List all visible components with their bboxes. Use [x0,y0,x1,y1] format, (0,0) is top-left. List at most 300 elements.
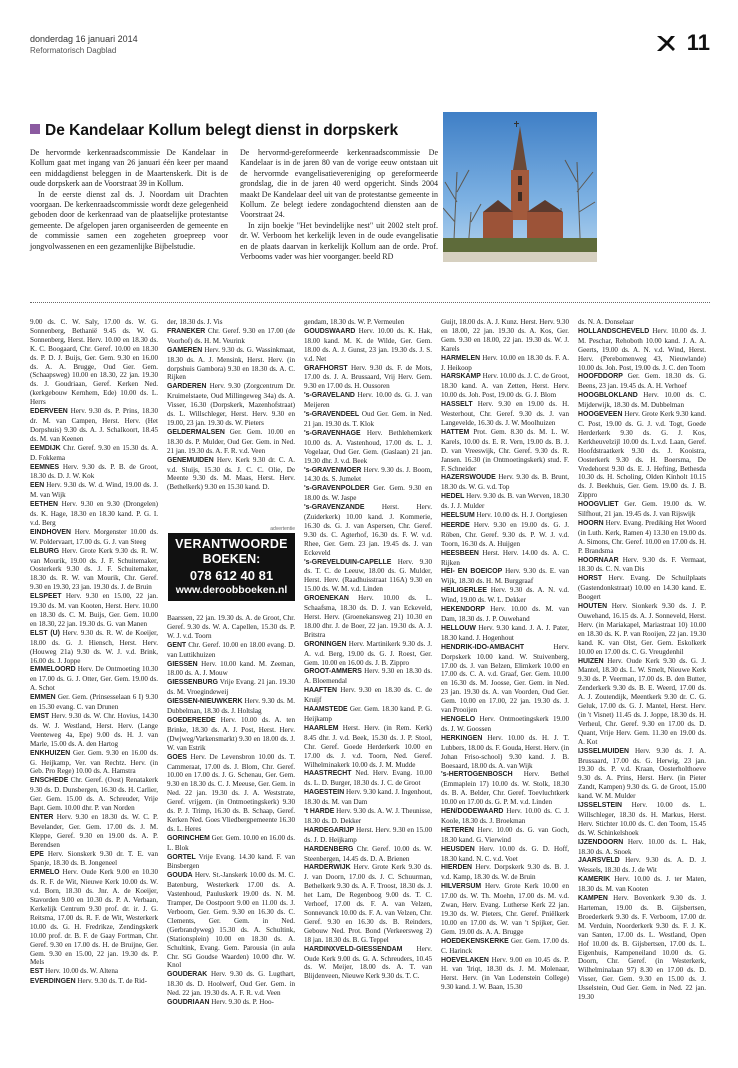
place-name: 's-GRAVENPOLDER [304,485,370,493]
service-times: Chr. Geref. (Oost) Renatakerk 9.30 ds. D. Dunsbergen, 16.30 ds. H. Carlier, Ger. Gem. 15.00 ds. A. Schreuder, Vrije Bapt. Gem. 10.00 dhr. P. van Norden [30,776,158,813]
service-times: Herv. 9.30 ds. W. d. Wind, 19.00 ds. J. M. van Wijk [30,481,158,500]
place-name: HARDENBERG [304,845,354,853]
service-times: Guijt, 18.00 ds. A. J. Kunz. Herst. Herv. 9.30 en 18.00, 22 jan. 19.30 ds. A. Kos, Ger. Gem. 9.30 en 18.00, 22 jan. 19.30 ds. W. J. Karels [441,318,569,353]
service-times: Herv. 9.30 ds. A. D. J. Wessels, 18.30 ds. J. de Wit [578,856,706,875]
place-name: HORST [578,575,603,583]
church-listing-entry [167,382,295,428]
church-listing-entry [304,429,432,466]
service-times: Herv. 9.30 ds. W. Chr. Hovius, 14.30 ds. W. J. Westland, Herst. Herv. (Lange Veenteweg 4a, Epe) 9.00 ds. H. J. van Marle, 15.00 ds. A. den Hartog [30,711,158,748]
place-name: HASSELT [441,401,473,409]
service-times: Herv. 10.00 ds. K. Hak, 18.00 kand. M. K. de Wilde, Ger. Gem. 18.00 ds. A. J. Gunst, 23 jan. 19.30 ds. J. S. v.d. Net [304,326,432,363]
church-listing-entry [30,967,158,977]
place-name: 's-GRAVENMOER [304,466,362,474]
church-listing-entry [578,747,706,801]
service-times: Herv. 10.00 ds. M. van Dam, 18.30 ds. J. P. Ouwehand [441,605,569,623]
place-name: EINDHOVEN [30,528,71,536]
service-times: Herv. 9.30 ds. B. van Werven, 18.30 ds. J. J. Mulder [441,492,569,511]
church-listing-entry [304,686,432,705]
place-name: IJSSELSTEIN [578,802,623,810]
place-name: GRONINGEN [304,640,347,648]
church-listing-entry [30,665,158,693]
place-name: HOORN [578,519,604,527]
service-times: Herv. 9.30 ds. B. Brunt, 18.30 ds. W. G. v.d. Top [441,473,569,492]
church-listing-entry [578,410,706,500]
church-listing-entry [167,871,295,970]
place-name: EEN [30,482,45,490]
service-times: Herst. Herv. (Zuiderkerk) 10.00 kand. J. Kommerie, 16.30 ds. G. J. van Aspersen, Chr. Geref. 9.30 ds. C. Agterhof, 16.30 ds. F. W. v.d. Rhee, Ger. Gem. 23 jan. 19.45 ds. J. van Eckeveld [304,503,432,557]
newspaper-name: Reformatorisch Dagblad [30,46,117,55]
place-name: GIESSEN-NIEUWKERK [167,698,243,706]
service-times: Herv. Kerk 9.30 dr. C. A. v.d. Sluijs, 15.30 ds. J. C. C. Olie, De Meente 9.30 ds. M. Maas, Herst. Herv. (Bethelkerk) 9.30 en 15.30 kand. D. [167,455,295,492]
advertisement-label: advertentie [270,526,295,532]
place-name: GORINCHEM [167,834,210,842]
church-listing-entry [304,391,432,410]
service-times: der, 18.30 ds. J. Vis [167,318,223,326]
service-times: Chr. Geref. 9.30 en 17.00 (de Voorhof) ds. H. M. Veurink [167,326,295,345]
service-times: Herv. Martinikerk 9.30 ds. J. A. v.d. Berg, 19.00 ds. G. J. Roest, Ger. Gem. 10.00 en 16.00 ds. J. B. Zippro [304,639,432,667]
service-times: Herv. St.-Janskerk 10.00 ds. M. C. Batenburg, Westerkerk 17.00 ds. A. Vastenhoud, Pauluskerk 19.00 ds. N. M. Tramper, De Oostpoort 9.00 en 11.00 ds. J. Verboom, Ger. Gem. 9.30 en 16.30 ds. C. Clements, Ger. Gem. in Ned. (Gerbrandyweg) 15.30 ds. A. Schultink, (Stationsplein) 10.00 en 18.30 ds. A. Schultink, Evang. Gem. Parousia (in aula Chr. SG Goudse Waarden) 10.00 dhr. W. Knol [167,871,295,970]
place-name: HOOGVLIET [578,501,619,509]
listing-column-2b [167,614,295,1008]
service-times: gendam, 18.30 ds. W. P. Vermeulen [304,318,405,326]
service-times: Herv. Grote Kerk 9.30 ds. R. W. van Mourik, 19.00 ds. J. F. Schuitemaker, Oosterkerk 9.30 ds. J. F. Schuitemaker, 18.30 ds. R. W. van Mourik, Chr. Geref. 9.30 en 19.30, 23 jan. 19.30 ds. J. de Bruin [30,546,158,592]
place-name: HOOGEVEEN [578,411,623,419]
service-times: Herv. 9.30 ds. P. B. de Groot, 18.30 ds. D. J. W. Kok [30,462,158,481]
church-listing-entry [167,428,295,456]
church-listing-entry [441,937,569,956]
church-listing-entry [441,734,569,771]
place-name: HAZERSWOUDE [441,474,496,482]
article-column-2 [240,148,438,262]
service-times: Herv. 10.00 kand. M. Zeeman, 18.00 ds. A. J. Mouw [167,659,295,678]
place-name: ENSCHEDE [30,777,69,785]
church-listing-entry [30,528,158,547]
church-listing-entry [30,444,158,463]
church-listing-entry [441,845,569,864]
service-times: Herv. 9.30 (Zorgcentrum Dr. Kruimelstaete, Oud Millingeweg 34a) ds. A. Visser, 16.30 (Dorpskerk, Mazenhofstraat) ds. L. Willschleger, Herst. Herv. 9.30 en 19.00, 23 jan. 19.30 ds. W. Pieters [167,382,295,427]
service-times: Herv. 10.00 ds. J. M. Peschar, Rehoboth 10.00 kand. J. A. A. Geerts, 19.00 ds. A. N. v.d. Wind, Herst. Herv. (Perebomenweg 43, Nieuwlande) 10.00 ds. Joh. Post, 19.00 ds. J. C. den Toom [578,326,706,372]
church-listing-entry [30,977,158,987]
church-listing-entry [578,894,706,1002]
service-times: Herv. 9.30 en 18.30 ds. A. Bloemendal [304,667,432,686]
church-listing-entry [304,484,432,503]
church-listing-entry [167,678,295,697]
place-name: GOUDSWAARD [304,327,356,335]
place-name: HARMELEN [441,354,481,362]
church-listing-entry [578,856,706,875]
service-times: Herv. Bethlehemkerk 10.00 ds. A. Vastenhoud, 17.00 ds. L. J. Vogelaar, Oud Ger. Gem. (Gaslaan) 21 jan. 19.30 dhr. J. v.d. Beek [304,428,432,465]
place-name: HEI- EN BOEICOP [441,568,503,576]
church-listing-entry [167,716,295,753]
place-name: GROOT-AMMERS [304,668,362,676]
place-name: HOLLANDSCHEVELD [578,327,650,335]
church-listing-entry [441,567,569,586]
place-name: HATTEM [441,428,470,436]
place-name: ENTER [30,813,54,821]
place-name: HARDINXVELD-GIESSENDAM [304,945,403,953]
place-name: ELST (U) [30,629,60,637]
service-times: Vrije Evang. 21 jan. 19.30 ds. M. Vroegindeweij [167,678,295,697]
church-listing-entry [578,327,706,373]
place-name: HEELSUM [441,512,475,520]
church-listing-entry [441,428,569,474]
place-name: 's-GRAVENHAGE [304,429,361,437]
place-name: EEMNES [30,463,60,471]
place-name: HOEVELAKEN [441,956,489,964]
church-listing-entry [304,788,432,807]
service-times: Herv. 9.30 ds. G. Wassinkmaat, 18.30 ds. A. J. Mensink, Herst. Herv. (in dorpshuis Gambora) 9.30 en 18.30 ds. A. C. Rijken [167,345,295,382]
service-times: Herv. Morgenster 10.00 ds. W. Poldervaart, 17.00 ds. G. J. van Steeg [30,527,158,546]
church-listing-entry [30,463,158,482]
article-paragraph: In de eerste dienst zal ds. J. Noordam uit Drachten voorgaan. De kerkenraadscommissie wordt deze gelegenheid geboden door de kerkenraad van de plaatselijke protestantse gemeente. De afgelopen jaren organiseerden de gemeente en de commissie samen een zogeheten groepreep voor jongvolwassenen en een gezamenlijke Bijbelstudie. [30,189,228,251]
church-listing-entry [441,492,569,511]
church-listing-entry [441,643,569,715]
church-listing-entry [304,503,432,557]
place-name: HEILIGERLEE [441,587,487,595]
place-name: 's-GRAVENZANDE [304,504,365,512]
place-name: IJZENDOORN [578,838,624,846]
church-listing-entry [304,863,432,944]
service-times: Herv. Sionkerk 9.30 ds. J. P. Ouwehand, 16.15 ds. A. J. Sonneveld, Herst. Herv. (in Mariakapel, Mariastraat 10) 10.00 en 18.30 ds. K. P. van Rooijen, 22 jan. 19.30 kand. K. van Olst, Ger. Gem. Eskolkerk 10.00 en 17.00 ds. C. G. Vreugdenhil [578,602,706,656]
church-listing-entry [578,318,706,327]
place-name: HAAMSTEDE [304,706,348,714]
service-times: Herv. Oude Kerk 9.00 en 10.30 ds. R. F. de Wit, Nieuwe Kerk 10.00 ds. W. v.d. Born, 18.30 ds. Jnr. A. de Koeijer, Stavorden 9.00 en 10.30 ds. P. A. Verbaan, Kerkelijk Centrum 9.30 prof. dr. ir. J. G. Reitsma, 17.00 ds. R. F. de Wit, Westerkerk 10.00 ds. G. H. Fredrikze, Zendingskerk 10.00 prof. dr. B. F. de Gaay Fortman, Chr. Geref. 9.30 en 17.00 ds. H. de Bruijne, Ger. Gem. 9.30 en 15.00, 22 jan. 19.30 ds. P. Mels [30,868,158,967]
church-listing-entry [167,318,295,327]
church-listing-entry [441,956,569,993]
church-photo [443,112,597,262]
service-times: Herv. Evang. Prediking Het Woord (in Luth. Kerk, Ramen 4) 13.30 en 19.00 ds. A. Simons, Chr. Geref. 10.00 en 17.00 ds. H. P. Brandsma [578,518,706,555]
place-name: 's-GRAVENDEEL [304,411,360,419]
church-listing-entry [578,838,706,857]
place-name: HAASTRECHT [304,770,352,778]
service-times: Herst. Herv. 9.30 en 15.00 ds. J. D. Heijkamp [304,825,432,844]
ad-line-2: BOEKEN: [202,552,261,566]
church-listing-entry [578,801,706,838]
service-times: Herv. 9.30 ds. R. W. de Koeijer, 18.00 ds. G. J. Hiensch, Herst. Herv. (Houweg 21a) 9.30 ds. W. J. v.d. Brink, 16.00 ds. J. Joppe [30,628,158,665]
church-listing-entry [304,667,432,686]
church-listing-entry [30,813,158,850]
church-listing-entry [30,481,158,500]
church-listing-entry [167,697,295,716]
service-times: Herv. Sionskerk 9.30 dr. T. E. van Spanje, 18.30 ds. B. Jongeneel [30,849,158,868]
place-name: IJSSELMUIDEN [578,747,629,755]
church-listing-entry [304,845,432,864]
service-times: Herv. 10.00 ds. L. Schaafsma, 18.30 ds. D. J. van Eckeveld, Herst. Herv. (Groenekansweg 21) 10.30 en 18.00 dhr. J. de Boer, 22 jan. 19.30 ds. A. J. Britstra [304,594,432,639]
church-listing-entry [441,605,569,624]
place-name: GIESSEN [167,660,198,668]
church-listing-entry [304,640,432,668]
service-times: Herv. Bovenkerk 9.30 ds. J. Harteman, 19.00 ds. B. Gijsbertsen, Broederkerk 9.30 ds. F. Verboom, 17.00 dr. M. Verduin, Noorderkerk 9.30 ds. F. J. K. van Santen, 17.00 ds. L. Westland, Open Hof 10.00 ds. B. Gijsbertsen, 17.00 ds. L. Eigenhuis, Kampeneiland 10.00 ds. G. Doorn, Chr. Geref. (in Westerkerk, Wilhelminalaan 97) 8.30 en 17.00 ds. D. Visser, Ger. Gem. 9.30 en 15.00 ds. J. IJsselstein, Oud Ger. Gem. in Ned. 22 jan. 19.30 [578,894,706,1002]
place-name: HILVERSUM [441,883,482,891]
place-name: EETHEN [30,501,58,509]
place-name: GAMEREN [167,346,203,354]
church-listing-entry [30,850,158,869]
place-name: GROENEKAN [304,595,349,603]
advertisement [168,526,295,601]
church-listing-entry [30,868,158,967]
place-name: HAAFTEN [304,687,337,695]
service-times: Herv. 9.30 en 9.30 (Drongelen) ds. K. Hage, 18.30 en 18.30 kand. P. G. I. v.d. Berg [30,500,158,527]
article-paragraph: In zijn boekje "Het bevindelijke nest" uit 2002 stelt prof. dr. W. Verboom het kerkelijk leven in de oude evangelisatie en de plaats daarvan in kerkelijk Kollum aan de orde. Prof. Verbooms vader was hier voorganger. beeld RD [240,220,438,262]
church-listing-entry [304,724,432,770]
issue-date: donderdag 16 januari 2014 [30,34,138,44]
place-name: GOUDA [167,872,193,880]
service-times: Herv. 10.00 ds. G. van Goch, 18.30 kand. G. Vierwind [441,825,569,844]
place-name: HOOGBLOKLAND [578,392,638,400]
service-times: Ger. Gem. 10.00 en 18.30 ds. P. Mulder, Oud Ger. Gem. in Ned. 21 jan. 19.30 ds. A. F. R. v.d. Veen [167,427,295,455]
service-times: Herv. 9.30 ds. F. Vermaat, 18.30 ds. C. N. van Dis [578,555,706,574]
church-listing-entry [441,715,569,734]
place-name: 's-GRAVELAND [304,392,355,400]
place-name: EMST [30,712,50,720]
service-times: Herv. 9.30 ds. J. A. Brussaard, 17.00 ds. G. Herwig, 23 jan. 19.30 ds. P. v.d. Kraan, Oosterholthoeve 9.30 ds. A. Prins, Herst. Herv. (in Pieter Zandt, Kampen) 9.30 ds. G. de Groot, 15.00 kand. W. M. Mulder [578,746,706,801]
place-name: GORTEL [167,853,196,861]
church-listing-entry [30,407,158,444]
church-listing-entry [30,693,158,712]
advertisement-box[interactable] [168,533,295,601]
service-times: Herv. 9.30 ds. P. Hoo- [209,998,274,1007]
service-times: 9.00 ds. C. W. Saly, 17.00 ds. W. G. Sonnenberg, Bethanië 9.45 ds. W. G. Sonnenberg, Herst. Herv. 10.00 en 18.30 ds. K. C. Boogaard, Chr. Geref. 10.00 en 18.30 ds. P. D. J. Buijs, Ger. Gem. 9.30 en 16.00 ds. A. A. Brugge, Oud Ger. Gem. (Schaapsweg) 10.00 en 18.30, 22 jan. 19.30 ds. J. Goudriaan, Geref. Kerken Ned. (kerkgebouw Kernhem, Ede) 10.00 ds. L. Herrs [30,318,158,407]
ad-line-1: VERANTWOORDE [175,537,288,551]
church-listing-entry [304,826,432,845]
place-name: EDERVEEN [30,408,68,416]
church-listing-entry [441,624,569,643]
place-name: GOEDEREEDE [167,716,216,724]
service-times: Herv. De Levensbron 10.00 ds. T. Cammeraat, 17.00 ds. J. Blom, Chr. Geref. 10.00 en 17.00 ds. J. G. Schenau, Ger. Gem. 9.30 en 18.30 ds. C. J. Meeuse, Ger. Gem. in Ned. 22 jan. 19.30 ds. J. A. Weststrate, Geref. vrijgem. (in Ontmoetingskerk) 9.30 ds. P. J. Trimp, 16.30 ds. B. Schaap, Geref. Kerken Ned. Goes Vliedbergpemeente 16.30 ds. L. Heres [167,752,295,833]
place-name: ELBURG [30,547,60,555]
service-times: Herv. De Ontmoeting 10.30 en 17.00 ds. G. J. Otter, Ger. Gem. 19.00 ds. A. Schot [30,665,158,693]
church-listing-entry [167,753,295,834]
service-times: Herv. 10.00 en 18.30 ds. F. A. J. Heikoop [441,353,569,372]
place-name: HOUTEN [578,603,608,611]
place-name: EMMEN [30,694,56,702]
service-times: Herv. Grote Kerk 9.30 kand. C. Post, 19.00 ds. G. J. v.d. Togt, Goede Herderkerk 9.30 ds. G. J. Kos, Kerkheuvelzijl 10.00 ds. L.v.d. Laan, Geref. Hoofdstraatkerk 9.30 ds. J. Kooistra, Oosterkerk 9.30 ds. H. Boersma, De Vredehorst 9.30 ds. E. J. Hefting, Bethesda 10.30 ds. H. Scholing, Olden Kinholt 10.15 ds. J. Beekhuis, Ger. Gem. 19.00 ds. J. B. Zippro [578,410,706,500]
listing-column-2 [167,318,295,492]
place-name: FRANEKER [167,327,206,335]
service-times: Herv. 9.30 ds. P. Prins, 18.30 dr. M. van Campen, Herst. Herv. (Het Dorpshuis) 9.30 ds. A. J. Schalkoort, 18.45 ds. M. van Keenen [30,407,158,443]
place-name: HELLOUW [441,624,476,632]
headline-marker-icon [30,124,40,134]
service-times: Herv. 9.30 kand. J. A. J. Pater, 18.30 kand. J. Hogenhout [441,623,569,642]
place-name: HOEDEKENSKERKE [441,937,509,945]
service-times: Herv. Ontmoetingskerk 19.00 ds. J. W. Goossen [441,714,569,733]
service-times: Herst. Herv. (in Rem. Kerk) 8.45 dhr. J. v.d. Beek, 15.30 ds. J. P. Stool, Chr. Geref. Goede Herderkerk 10.00 en 17.00 ds. J. v.d. Toorn, Ned. Geref. Wilhelminakerk 10.00 ds. J. M. Mudde [304,723,432,769]
ad-website: www.deroobboeken.nl [175,584,288,596]
service-times: Herv. 9.30 kand. J. Ingenhout, 18.30 ds. M. van Dam [304,788,432,807]
service-times: Oud Ger. Gem. in Ned. 21 jan. 19.30 ds. T. Klok [304,410,432,428]
article-headline [30,122,398,140]
service-times: Herv. 9.30 ds. T. C. de Leeuw, 18.00 ds. G. Mulder, Herst. Herv. (Raadhuisstraat 116A) 9.30 en 15.00 ds. W. M. v.d. Linden [304,557,432,594]
church-listing-entry [167,614,295,641]
service-times: Herv. 9.30 en 19.00 ds. H. Westerhout, Chr. Geref. 9.30 ds. J. van Langevelde, 16.30 ds. J. W. Moolhuizen [441,400,569,427]
church-listing-entry [167,834,295,853]
church-listing-entry [304,364,432,392]
place-name: HETEREN [441,826,474,834]
service-times: Herv. 9.30 ds. M. Dubbelman, 18.30 ds. J. Holtslag [167,697,295,716]
service-times: Baarssen, 22 jan. 19.30 ds. A. de Groot, Chr. Geref. 9.30 ds. W. A. Capellen, 15.30 ds. P. W. J. v.d. Toorn [167,614,295,640]
service-times: Herv. 10.00 ds. G. J. van Meijeren [304,391,432,410]
place-name: HEDEL [441,493,465,501]
service-times: Herv. Bethel (Emmaplein 17) 10.00 ds. W. Stolk, 18.30 ds. B. A. Belder, Chr. Geref. Toevluchtkerk 10.00 en 17.00 ds. G. P. M. v.d. Linden [441,770,569,807]
church-listing-entry [30,629,158,666]
service-times: Herv. 10.00 ds. W. Altena [43,967,119,976]
place-name: EEMDIJK [30,444,61,452]
service-times: Prot. Gem. 8.30 ds. M. L. W. Karels, 10.00 ds. E. R. Vern, 19.00 ds. B. J. D. van Vreeswijk, Chr. Geref. 9.30 ds. R. Jansen. 16.30 (in Ontmoetingskerk) stud. F. F. Schneider [441,427,569,473]
church-listing-entry [441,586,569,605]
place-name: HIERDEN [441,864,473,872]
service-times: Ned. Herv. Evang. 10.00 ds. L. D. Burger, 18.30 ds. J. C. de Groot [304,769,432,788]
listing-column-1 [30,318,158,987]
church-listing-entry [304,327,432,364]
place-name: HOOFDDORP [578,373,623,381]
church-listing-entry [30,712,158,749]
place-name: HEN/DODEWAARD [441,808,504,816]
church-listing-entry [167,998,295,1008]
church-listing-entry [578,556,706,575]
place-name: GOES [167,753,187,761]
church-listing-entry [441,473,569,492]
place-name: GIESSENBURG [167,679,218,687]
place-name: HAARLEM [304,724,339,732]
service-times: Chr. Geref. 10.00 ds. W. Steenbergen, 14.45 ds. D. A. Brienen [304,844,432,863]
church-listing-entry [167,327,295,346]
service-times: Vrije Evang. 14.30 kand. F. van Binsbergen [167,852,295,871]
church-listing-entry [304,318,432,327]
service-times: Herv. 9.00 en 10.45 ds. P. H. van 'Iriqt, 18.30 ds. J. M. Molenaar, Herst. Herv. (in Van Lodenstein College) 9.30 kand. J. W. Baan, 15.30 [441,955,569,992]
place-name: EVERDINGEN [30,978,76,986]
church-listing-entry [578,519,706,556]
service-times: Ger. Gem. 18.30 kand. P. G. Heijkamp [304,705,432,723]
place-name: HEERDE [441,521,470,529]
service-times: Herv. 9.30 ds. G. Lugthart, 18.30 ds. D. Hoolwerf, Oud Ger. Gem. in Ned. 22 jan. 19.30 ds. A. F. R. v.d. Veen [167,970,295,998]
service-times: Herv. 9.30 ds. J. Boom, 14.30 ds. S. Jumelet [304,465,432,484]
place-name: HEKENDORP [441,606,486,614]
service-times: Herv. Evang. De Schuilplaats (Gastendonkstraat) 10.00 en 14.30 kand. E. Boogert [578,574,706,602]
service-times: Herv. 10.00 ds. H. J. Oortgiesen [474,511,568,520]
service-times: Ger. Gem. 17.00 ds. C. Harinck [441,936,569,955]
place-name: KAMPEN [578,895,608,903]
service-times: Ger. Gem. (Prinsesselaan 6 I) 9.30 en 15.30 evang. C. van Drunen [30,693,158,712]
place-name: GRAFHORST [304,364,348,372]
place-name: GARDEREN [167,383,207,391]
ad-phone: 078 612 40 81 [189,568,274,583]
article-paragraph: De hervormde kerkenraadscommissie De Kandelaar in Kollum gaat met ingang van 26 januari één keer per maand een middagdienst beleggen in de Maartenskerk. Dit is de oude dorpskerk aan de Voorstraat 39 in Kollum. [30,148,228,189]
place-name: ELSPEET [30,593,62,601]
church-listing-entry [167,853,295,872]
church-listing-entry [578,372,706,391]
church-listing-entry [441,372,569,400]
place-name: GOUDERAK [167,971,208,979]
place-name: JAARSVELD [578,857,620,865]
service-times: Herv. 10.00 ds. G. D. Hoff, 18.30 kand. N. C. v.d. Voet [441,844,569,863]
place-name: ERMELO [30,869,60,877]
church-listing-entry [30,776,158,813]
service-times: Ger. Gem. 9.30 en 18.00 ds. W. Jaspe [304,484,432,503]
service-times: Herv. 10.00 ds. L. Willschleger, 18.30 ds. H. Markus, Herst. Herv. Stichter 10.00 ds. C. den Toom, 15.45 ds. W. Schinkelshoek [578,801,706,837]
place-name: HENDRIK-IDO-AMBACHT [441,643,525,651]
masthead [30,32,710,68]
church-listing-entry [304,558,432,595]
article-column-1 [30,148,228,252]
church-listing-entry [441,882,569,936]
service-times: Herv. Grote Kerk 10.00 en 17.00 ds. W. Th. Moehn, 17.00 ds. M. v.d. Zwan, Herv. Evang. Lutherse Kerk 22 jan. 19.30 ds. W. Pieters, Chr. Geref. Pniëlkerk 10.00 en 17.00 ds. W. van 't Spijker, Ger. Gem. 19.00 ds. A. A. Brugge [441,882,569,936]
church-listing-entry [441,400,569,428]
service-times: Herv. 10.00 ds. A. ten Brinke, 18.30 ds. A. J. Post, Herst. Herv. (Dwjweg/Varkensmarkt) 9.30 en 18.00 ds. J. W. van Estrik [167,715,295,752]
church-listing-entry [30,318,158,407]
church-listing-entry [167,346,295,383]
service-times: Herv. 10.00 ds. J. ter Maten, 18.30 ds. M. van Kooten [578,875,706,894]
service-times: Ger. Gem. 10.00 en 16.00 ds. L. Blok [167,833,295,852]
service-times: Herv. 10.00 ds. C. J. Koole, 18.30 ds. J. Broekman [441,807,569,825]
newspaper-logo-icon [654,32,676,54]
listing-column-3 [304,318,432,981]
church-listing-entry [441,354,569,373]
church-listing-entry [441,521,569,549]
church-listing-entry [441,549,569,568]
church-listing-entry [441,807,569,826]
service-times: Herv. 9.30 ds. E. van Wijk, 18.30 ds. H. M. Burggraaf [441,567,569,586]
place-name: ENKHUIZEN [30,749,71,757]
service-times: Herv. 9.30 ds. A. N. v.d. Wind, 19.00 ds. W. L. Dekker [441,586,569,605]
listing-column-4 [441,318,569,992]
listing-column-5 [578,318,706,1002]
church-listing-entry [167,641,295,660]
service-times: Herv. 10.00 ds. J. C. de Groot, 18.30 kand. A. van Zetten, Herst. Herv. 10.00 ds. Joh. Post, 19.00 ds. G. J. Blom [441,372,569,400]
service-times: Herv. 9.30 en 18.30 ds. C. de Kruijf [304,686,432,705]
service-times: Herv. Oude Kerk 9.30 ds. G. J. Mantel, 18.30 ds. L. W. Smelt, Nieuwe Kerk 9.30 ds. P. Veerman, 17.00 ds. B. den Butter, Zenderkerk 9.30 ds. B. E. Weerd, 17.00 ds. A. J. Zoutendijk, Meentkerk 9.30 dr. C. G. Geluk, 17.00 ds. G. J. Mantel, Herst. Herv. (in 't Visnet) 11.45 ds. J. Joppe, 18.30 ds. H. Verheul, Chr. Geref. 9.30 en 17.00 ds. D. Quant, Vrije Herv. Gem. 11.30 en 19.00 ds. A. Kot [578,656,706,746]
church-listing-entry [167,456,295,493]
service-times: Herv. 9.30 ds. T. de Rid- [75,977,147,986]
place-name: HEUSDEN [441,845,475,853]
place-name: GELDERMALSEN [167,428,225,436]
service-times: Herv. 9.30 ds. F. de Mots, 17.00 ds. J. A. Brussaard, Vrij Herv. Gem. 9.30 en 17.00 ds. H. Oussoren [304,363,432,391]
place-name: 's-HERTOGENBOSCH [441,771,513,779]
church-listing-entry [304,594,432,640]
church-listing-entry [578,391,706,410]
service-times: ds. N. A. Donselaar [578,318,634,326]
church-listing-entry [441,511,569,521]
place-name: GENT [167,641,187,649]
place-name: HARSKAMP [441,373,481,381]
place-name: EPE [30,850,44,858]
place-name: GOUDRIAAN [167,999,210,1007]
place-name: KAMERIK [578,876,611,884]
church-listing-entry [30,592,158,629]
place-name: HARDERWIJK [304,864,351,872]
headline-text: De Kandelaar Kollum belegt dienst in dorpskerk [45,122,399,139]
church-listing-entry [441,863,569,882]
church-listing-entry [578,875,706,894]
place-name: HERKINGEN [441,734,483,742]
place-name: 't HARDE [304,808,335,816]
church-listing-entry [441,318,569,354]
service-times: Herv. 10.00 ds. C. Mijderwijk, 18.30 ds. M. Dubbelman [578,391,706,410]
church-listing-entry [304,410,432,429]
place-name: 's-GREVELDUIN-CAPELLE [304,558,392,566]
service-times: Herv. Dorpskerk 9.30 ds. B. J. v.d. Kamp, 18.30 ds. W. de Bruin [441,863,569,882]
place-name: EST [30,968,44,976]
service-times: Chr. Geref. 9.30 en 15.30 ds. A. D. Fokkema [30,443,158,462]
church-listing-entry [167,660,295,679]
place-name: HUIZEN [578,657,604,665]
church-listing-entry [304,705,432,724]
service-times: Ger. Gem. 19.00 ds. W. Silfhout, 21 jan. 19.45 ds. J. van Rijswijk [578,500,706,519]
place-name: HAGESTEIN [304,789,345,797]
service-times: Herst. Herv. 14.00 ds. A. C. Rijken [441,548,569,567]
place-name: HOORNAAR [578,556,619,564]
place-name: HEESBEEN [441,549,479,557]
page-number: 11 [686,30,710,55]
